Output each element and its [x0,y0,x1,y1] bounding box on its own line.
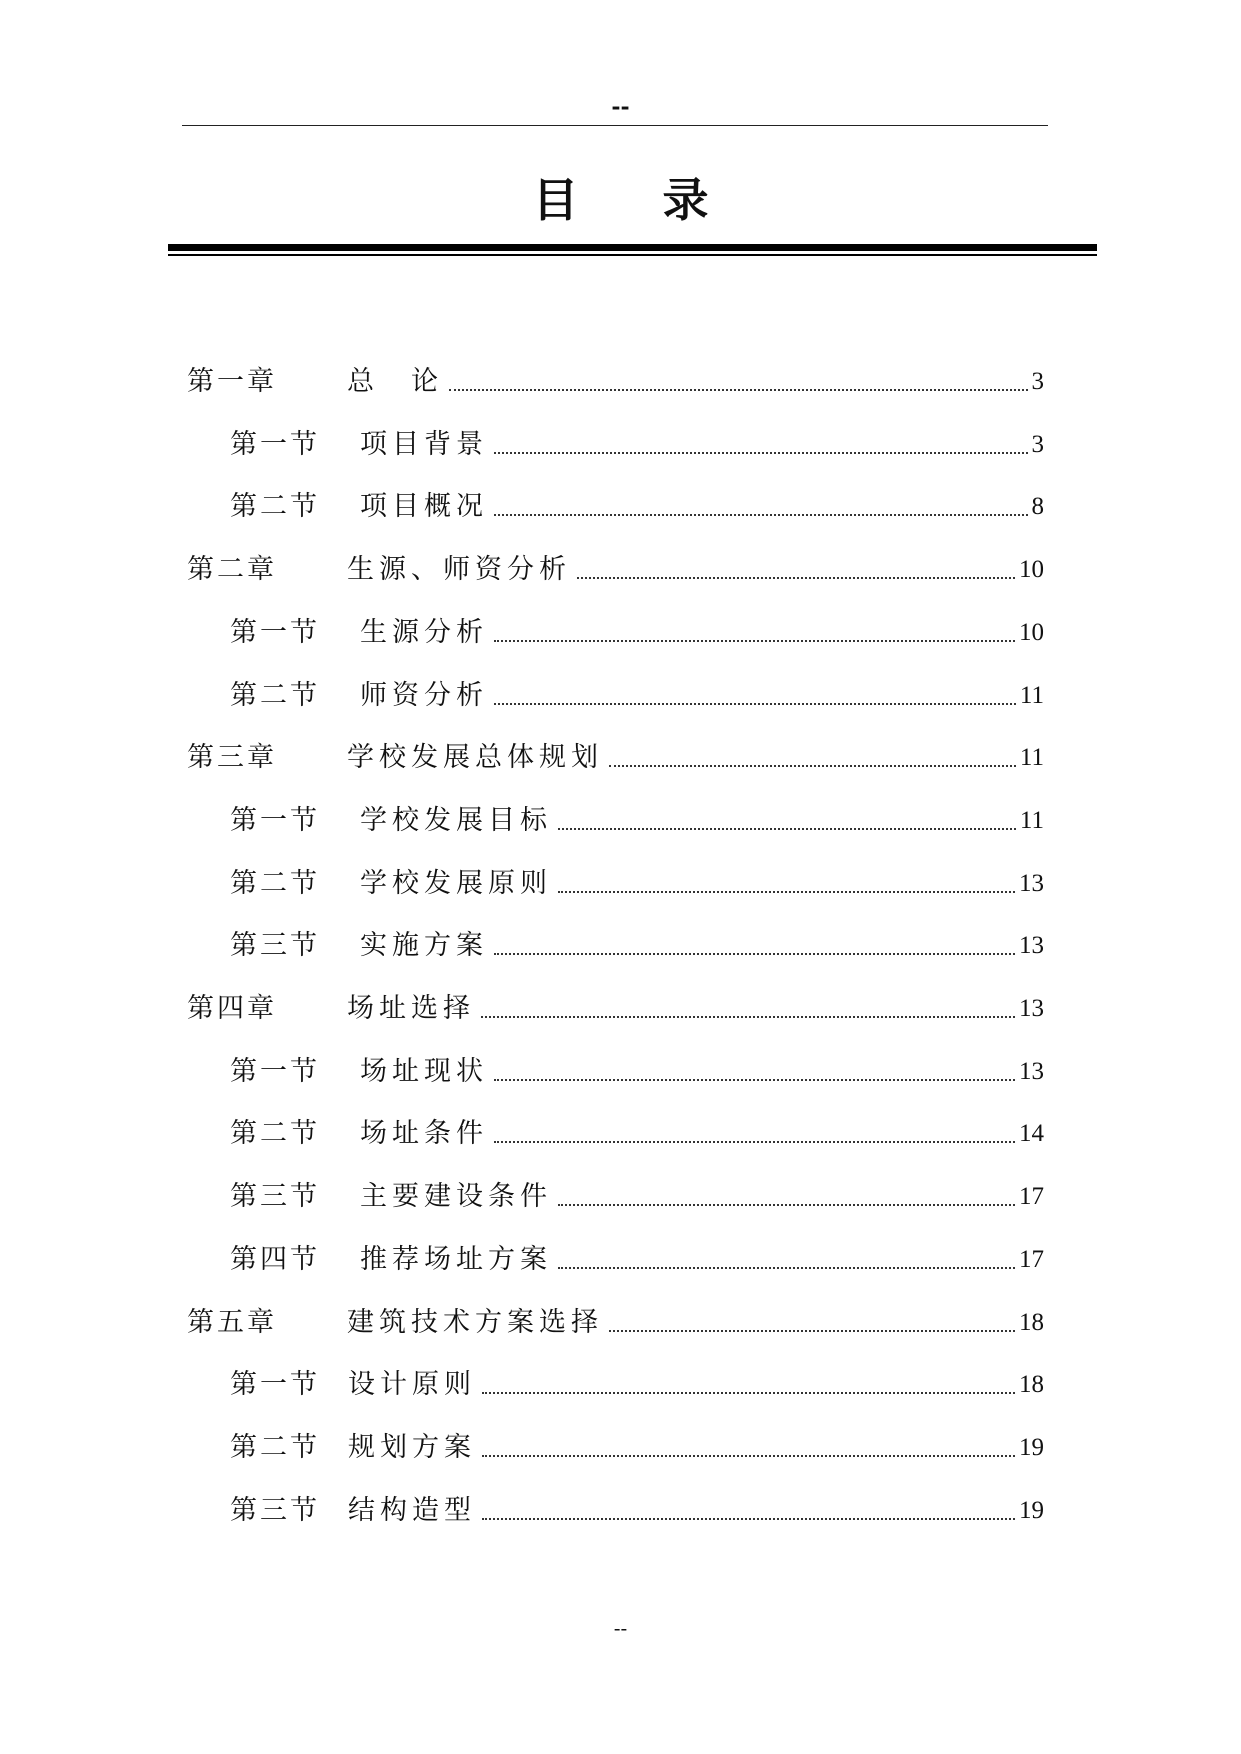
toc-entry-page-number: 18 [1019,1371,1044,1399]
toc-entry[interactable] [230,801,1044,841]
toc-entry-title: 生源分析 [360,616,488,648]
toc-entry-label: 第一节 [230,616,320,648]
header-rule [182,125,1048,126]
toc-entry[interactable] [187,362,1044,402]
toc-entry[interactable] [230,1428,1044,1468]
toc-entry-title: 师资分析 [360,679,488,711]
toc-dot-leader [558,891,1015,893]
toc-entry-title: 场址选择 [347,993,475,1024]
toc-entry-label: 第一章 [187,366,277,397]
toc-entry[interactable] [230,926,1044,966]
toc-entry-title: 项目概况 [360,491,488,523]
toc-dot-leader [482,1518,1015,1520]
toc-entry[interactable] [187,1303,1044,1343]
toc-dot-leader [609,1330,1015,1332]
toc-entry-label: 第二节 [230,491,320,523]
toc-dot-leader [494,703,1016,705]
toc-entry-title: 场址条件 [360,1118,488,1150]
toc-entry[interactable] [230,1365,1044,1405]
toc-dot-leader [482,1455,1015,1457]
toc-entry-label: 第一节 [230,1369,320,1401]
toc-entry-label: 第三节 [230,930,320,962]
title-rule-thin [168,254,1097,256]
toc-entry-page-number: 13 [1019,869,1044,897]
toc-entry[interactable] [230,425,1044,465]
toc-entry-title: 学校发展目标 [360,804,552,836]
toc-dot-leader [577,577,1015,579]
toc-entry-label: 第三节 [230,1494,320,1526]
toc-entry-page-number: 3 [1031,430,1044,458]
toc-entry-page-number: 14 [1019,1120,1044,1148]
toc-entry-page-number: 10 [1019,618,1044,646]
toc-entry-page-number: 11 [1019,681,1044,709]
title-rule-thick [168,244,1097,251]
toc-entry[interactable] [230,1177,1044,1217]
toc-entry-title: 规划方案 [348,1431,476,1463]
page-footer-mark: -- [613,1616,628,1640]
toc-entry[interactable] [230,1052,1044,1092]
toc-entry-page-number: 8 [1031,493,1044,521]
toc-dot-leader [449,389,1028,391]
toc-dot-leader [481,1016,1015,1018]
toc-entry[interactable] [230,864,1044,904]
toc-entry-title: 学校发展原则 [360,867,552,899]
toc-entry-title: 场址现状 [360,1055,488,1087]
toc-entry-title: 设计原则 [348,1369,476,1401]
toc-entry-title: 生源、师资分析 [347,554,571,586]
toc-entry-label: 第二节 [230,1431,320,1463]
toc-entry-page-number: 11 [1019,744,1044,772]
toc-entry-label: 第二章 [187,554,277,586]
toc-dot-leader [482,1392,1015,1394]
toc-dot-leader [558,1267,1015,1269]
toc-entry-title: 学校发展总体规划 [347,742,603,774]
toc-entry[interactable] [230,1114,1044,1154]
toc-dot-leader [494,640,1015,642]
toc-entry-title: 总 论 [347,366,443,397]
toc-entry[interactable] [187,989,1044,1029]
toc-entry-title: 项目背景 [360,428,488,460]
toc-entry-label: 第二节 [230,867,320,899]
toc-entry[interactable] [230,613,1044,653]
toc-entry-page-number: 13 [1019,932,1044,960]
toc-entry-label: 第一节 [230,428,320,460]
toc-entry[interactable] [230,1491,1044,1531]
toc-entry-title: 实施方案 [360,930,488,962]
toc-dot-leader [494,1141,1015,1143]
toc-entry[interactable] [230,1240,1044,1280]
toc-dot-leader [494,514,1028,516]
toc-dot-leader [494,452,1028,454]
toc-entry[interactable] [187,738,1044,778]
toc-entry[interactable] [187,550,1044,590]
toc-entry-label: 第二节 [230,679,320,711]
toc-entry-title: 主要建设条件 [360,1181,552,1213]
toc-entry[interactable] [230,676,1044,716]
toc-dot-leader [558,828,1016,830]
toc-entry-page-number: 3 [1031,368,1044,395]
toc-entry-label: 第五章 [187,1306,277,1338]
toc-entry-label: 第一节 [230,1055,320,1087]
toc-entry-page-number: 13 [1019,1057,1044,1085]
toc-entry-title: 推荐场址方案 [360,1243,552,1275]
toc-entry-page-number: 13 [1019,995,1044,1022]
toc-dot-leader [494,953,1015,955]
toc-entry-page-number: 17 [1019,1183,1044,1211]
toc-entry-label: 第二节 [230,1118,320,1150]
toc-entry-page-number: 19 [1019,1433,1044,1461]
toc-entry-title: 结构造型 [348,1494,476,1526]
toc-entry-page-number: 18 [1019,1308,1044,1336]
page-header-mark: -- [611,94,630,120]
toc-entry-label: 第三节 [230,1181,320,1213]
toc-entry-page-number: 10 [1019,556,1044,584]
toc-entry-label: 第一节 [230,804,320,836]
toc-dot-leader [558,1204,1015,1206]
toc-dot-leader [494,1079,1015,1081]
toc-entry-page-number: 11 [1019,806,1044,834]
toc-entry-label: 第四章 [187,993,277,1024]
toc-entry[interactable] [230,487,1044,527]
toc-entry-label: 第三章 [187,742,277,774]
toc-entry-page-number: 17 [1019,1245,1044,1273]
toc-entry-page-number: 19 [1019,1496,1044,1524]
toc-entry-title: 建筑技术方案选择 [347,1306,603,1338]
toc-dot-leader [609,765,1016,767]
toc-title: 目录 [532,173,793,227]
toc-entry-label: 第四节 [230,1243,320,1275]
